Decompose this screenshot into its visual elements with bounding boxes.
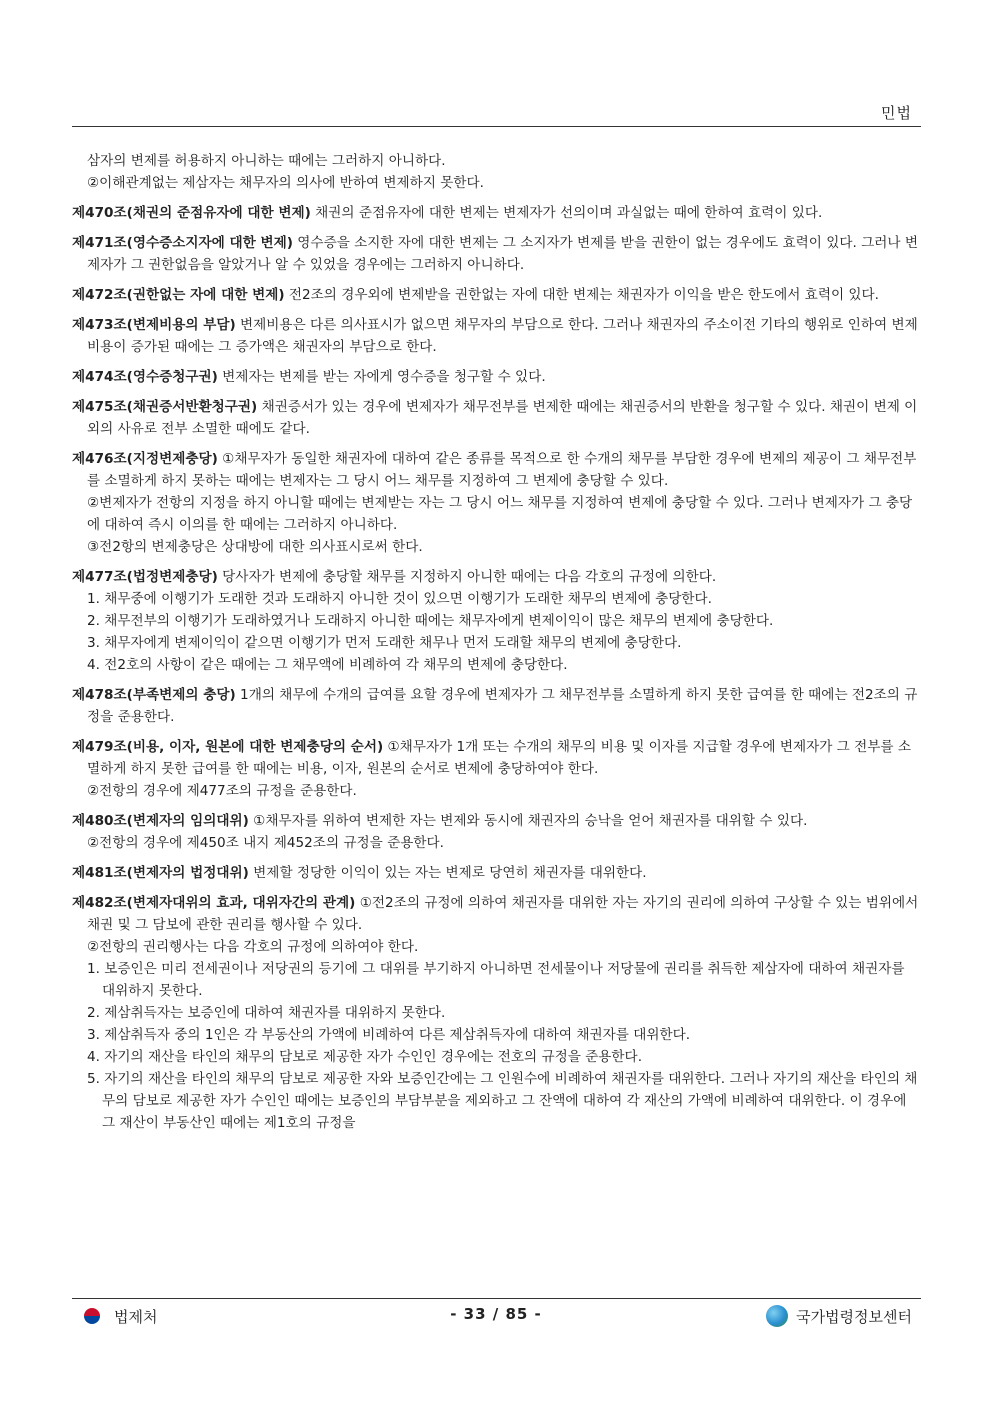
article-title: 제470조(채권의 준점유자에 대한 변제) xyxy=(72,205,311,221)
footer-right xyxy=(766,1303,912,1329)
article-title: 제478조(부족변제의 충당) xyxy=(72,687,236,703)
clause-text: 삼자의 변제를 허용하지 아니하는 때에는 그러하지 아니하다. xyxy=(87,153,446,169)
article-paragraph xyxy=(72,232,921,276)
article-title: 제474조(영수증청구권) xyxy=(72,369,218,385)
list-item xyxy=(72,1046,921,1068)
article-title: 제482조(변제자대위의 효과, 대위자간의 관계) xyxy=(72,895,356,911)
clause-paragraph xyxy=(72,536,921,558)
clause-paragraph xyxy=(72,150,921,172)
article-paragraph xyxy=(72,736,921,780)
clause-text: ②전항의 권리행사는 다음 각호의 규정에 의하여야 한다. xyxy=(87,939,419,955)
clause-text: ②이해관계없는 제삼자는 채무자의 의사에 반하여 변제하지 못한다. xyxy=(87,175,484,191)
article-title: 제472조(권한없는 자에 대한 변제) xyxy=(72,287,285,303)
article-paragraph xyxy=(72,684,921,728)
list-item-text: 2. 제삼취득자는 보증인에 대하여 채권자를 대위하지 못한다. xyxy=(87,1005,446,1021)
article-text: 변제할 정당한 이익이 있는 자는 변제로 당연히 채권자를 대위한다. xyxy=(248,865,647,881)
article-title: 제473조(변제비용의 부담) xyxy=(72,317,236,333)
list-item-text: 2. 채무전부의 이행기가 도래하였거나 도래하지 아니한 때에는 채무자에게 변제이익이 많은 채무의 변제에 충당한다. xyxy=(87,613,774,629)
clause-text: ②전항의 경우에 제477조의 규정을 준용한다. xyxy=(87,783,357,799)
list-item-text: 1. 보증인은 미리 전세권이나 저당권의 등기에 그 대위를 부기하지 아니하면 전세물이나 저당물에 권리를 취득한 제삼자에 대하여 채권자를 대위하지 못한다. xyxy=(87,961,905,999)
article-paragraph xyxy=(72,810,921,832)
header-title: 민법 xyxy=(881,104,912,122)
article-title: 제476조(지정변제충당) xyxy=(72,451,218,467)
list-item xyxy=(72,654,921,676)
article-paragraph xyxy=(72,202,921,224)
article-text: 전2조의 경우외에 변제받을 권한없는 자에 대한 변제는 채권자가 이익을 받은 한도에서 효력이 있다. xyxy=(284,287,879,303)
list-item xyxy=(72,1068,921,1134)
page-number: - 33 / 85 - xyxy=(450,1305,542,1323)
article-paragraph xyxy=(72,314,921,358)
footer-divider xyxy=(72,1298,921,1299)
article-text: 당사자가 변제에 충당할 채무를 지정하지 아니한 때에는 다음 각호의 규정에 의한다. xyxy=(217,569,717,585)
article-title: 제471조(영수증소지자에 대한 변제) xyxy=(72,235,293,251)
footer-right-label: 국가법령정보센터 xyxy=(796,1307,912,1326)
list-item-text: 4. 전2호의 사항이 같은 때에는 그 채무액에 비례하여 각 채무의 변제에 충당한다. xyxy=(87,657,568,673)
list-item-text: 3. 채무자에게 변제이익이 같으면 이행기가 먼저 도래한 채무나 먼저 도래할 채무의 변제에 충당한다. xyxy=(87,635,682,651)
clause-paragraph xyxy=(72,936,921,958)
list-item xyxy=(72,632,921,654)
clause-paragraph xyxy=(72,832,921,854)
article-text: ①채무자가 1개 또는 수개의 채무의 비용 및 이자를 지급할 경우에 변제자가 그 전부를 소멸하게 하지 못한 급여를 한 때에는 비용, 이자, 원본의 순서로 변제에 충당하여야 한다. xyxy=(87,739,911,777)
article-paragraph xyxy=(72,566,921,588)
list-item-text: 5. 자기의 재산을 타인의 채무의 담보로 제공한 자와 보증인간에는 그 인원수에 비례하여 채권자를 대위한다. 그러나 자기의 재산을 타인의 채무의 담보로 제공한 자가 수인인 때에는 보증인의 부담부분을 제외하고 그 잔액에 대하여 각 재산의 가액에 비례하여 대위한다. 이 경우에 그 재산이 부동산인 때에는 제1호의 규정을 xyxy=(87,1071,918,1131)
list-item-text: 3. 제삼취득자 중의 1인은 각 부동산의 가액에 비례하여 다른 제삼취득자에 대하여 채권자를 대위한다. xyxy=(87,1027,691,1043)
article-text: ①채무자가 동일한 채권자에 대하여 같은 종류를 목적으로 한 수개의 채무를 부담한 경우에 변제의 제공이 그 채무전부를 소멸하게 하지 못하는 때에는 변제자는 그 당시 어느 채무를 지정하여 그 변제에 충당할 수 있다. xyxy=(87,451,917,489)
article-paragraph xyxy=(72,448,921,492)
article-text: 1개의 채무에 수개의 급여를 요할 경우에 변제자가 그 채무전부를 소멸하게 하지 못한 급여를 한 때에는 전2조의 규정을 준용한다. xyxy=(87,687,918,725)
globe-icon xyxy=(766,1305,788,1327)
list-item xyxy=(72,1002,921,1024)
footer-left-label: 법제처 xyxy=(114,1307,158,1326)
clause-paragraph xyxy=(72,492,921,536)
list-item-text: 4. 자기의 재산을 타인의 채무의 담보로 제공한 자가 수인인 경우에는 전호의 규정을 준용한다. xyxy=(87,1049,643,1065)
article-text: 변제비용은 다른 의사표시가 없으면 채무자의 부담으로 한다. 그러나 채권자의 주소이전 기타의 행위로 인하여 변제비용이 증가된 때에는 그 증가액은 채권자의 부담으로 한다. xyxy=(87,317,918,355)
article-text: 채권의 준점유자에 대한 변제는 변제자가 선의이며 과실없는 때에 한하여 효력이 있다. xyxy=(310,205,823,221)
clause-text: ③전2항의 변제충당은 상대방에 대한 의사표시로써 한다. xyxy=(87,539,423,555)
list-item xyxy=(72,958,921,1002)
article-text: 변제자는 변제를 받는 자에게 영수증을 청구할 수 있다. xyxy=(217,369,546,385)
article-paragraph xyxy=(72,892,921,936)
article-paragraph xyxy=(72,396,921,440)
clause-text: ②변제자가 전항의 지정을 하지 아니할 때에는 변제받는 자는 그 당시 어느 채무를 지정하여 변제에 충당할 수 있다. 그러나 변제자가 그 충당에 대하여 즉시 이의를 한 때에는 그러하지 아니하다. xyxy=(87,495,913,533)
header-divider xyxy=(72,126,921,127)
article-text: 영수증을 소지한 자에 대한 변제는 그 소지자가 변제를 받을 권한이 없는 경우에도 효력이 있다. 그러나 변제자가 그 권한없음을 알았거나 알 수 있었을 경우에는 그러하지 아니하다. xyxy=(87,235,918,273)
article-title: 제475조(채권증서반환청구권) xyxy=(72,399,258,415)
article-paragraph xyxy=(72,366,921,388)
list-item xyxy=(72,1024,921,1046)
document-body xyxy=(72,150,921,1142)
article-paragraph xyxy=(72,284,921,306)
article-title: 제477조(법정변제충당) xyxy=(72,569,218,585)
article-title: 제479조(비용, 이자, 원본에 대한 변제충당의 순서) xyxy=(72,739,384,755)
clause-paragraph xyxy=(72,780,921,802)
clause-paragraph xyxy=(72,172,921,194)
list-item-text: 1. 채무중에 이행기가 도래한 것과 도래하지 아니한 것이 있으면 이행기가 도래한 채무의 변제에 충당한다. xyxy=(87,591,712,607)
list-item xyxy=(72,588,921,610)
clause-text: ②전항의 경우에 제450조 내지 제452조의 규정을 준용한다. xyxy=(87,835,444,851)
article-text: 채권증서가 있는 경우에 변제자가 채무전부를 변제한 때에는 채권증서의 반환을 청구할 수 있다. 채권이 변제 이외의 사유로 전부 소멸한 때에도 같다. xyxy=(87,399,918,437)
article-text: ①채무자를 위하여 변제한 자는 변제와 동시에 채권자의 승낙을 얻어 채권자를 대위할 수 있다. xyxy=(248,813,808,829)
article-text: ①전2조의 규정에 의하여 채권자를 대위한 자는 자기의 권리에 의하여 구상할 수 있는 범위에서 채권 및 그 담보에 관한 권리를 행사할 수 있다. xyxy=(87,895,919,933)
article-title: 제481조(변제자의 법정대위) xyxy=(72,865,249,881)
article-title: 제480조(변제자의 임의대위) xyxy=(72,813,249,829)
list-item xyxy=(72,610,921,632)
article-paragraph xyxy=(72,862,921,884)
